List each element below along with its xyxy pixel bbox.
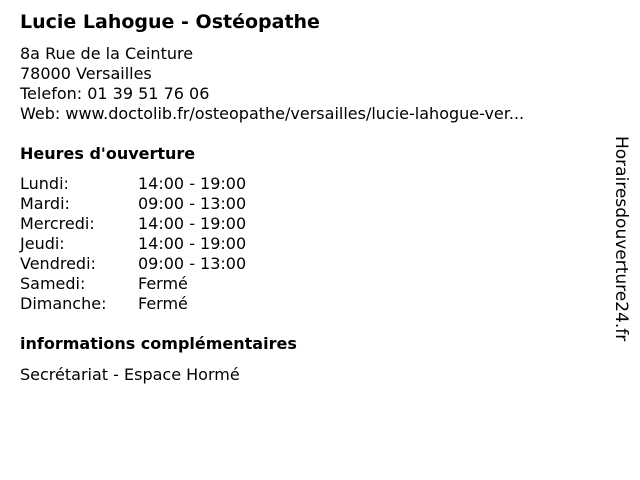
page-title: Lucie Lahogue - Ostéopathe (20, 11, 320, 33)
time-value: 14:00 - 19:00 (138, 214, 247, 233)
day-label: Jeudi: (20, 234, 65, 253)
additional-info-text: Secrétariat - Espace Hormé (20, 365, 240, 384)
day-label: Samedi: (20, 274, 86, 293)
day-label: Mercredi: (20, 214, 95, 233)
day-label: Dimanche: (20, 294, 107, 313)
opening-hours-heading: Heures d'ouverture (20, 144, 196, 163)
phone-line[interactable]: Telefon: 01 39 51 76 06 (20, 84, 210, 103)
additional-info-heading: informations complémentaires (20, 334, 297, 353)
time-value: Fermé (138, 274, 188, 293)
business-address-block (20, 44, 524, 124)
site-watermark: Horairesdouverture24.fr (611, 136, 631, 342)
day-label: Mardi: (20, 194, 70, 213)
time-value: 09:00 - 13:00 (138, 254, 247, 273)
address-city: 78000 Versailles (20, 64, 152, 83)
day-label: Vendredi: (20, 254, 96, 273)
time-value: Fermé (138, 294, 188, 313)
day-label: Lundi: (20, 174, 69, 193)
time-value: 14:00 - 19:00 (138, 234, 247, 253)
web-link[interactable]: Web: www.doctolib.fr/osteopathe/versailles/lucie-lahogue-ver... (20, 104, 525, 123)
address-street: 8a Rue de la Ceinture (20, 44, 194, 63)
time-value: 09:00 - 13:00 (138, 194, 247, 213)
time-value: 14:00 - 19:00 (138, 174, 247, 193)
